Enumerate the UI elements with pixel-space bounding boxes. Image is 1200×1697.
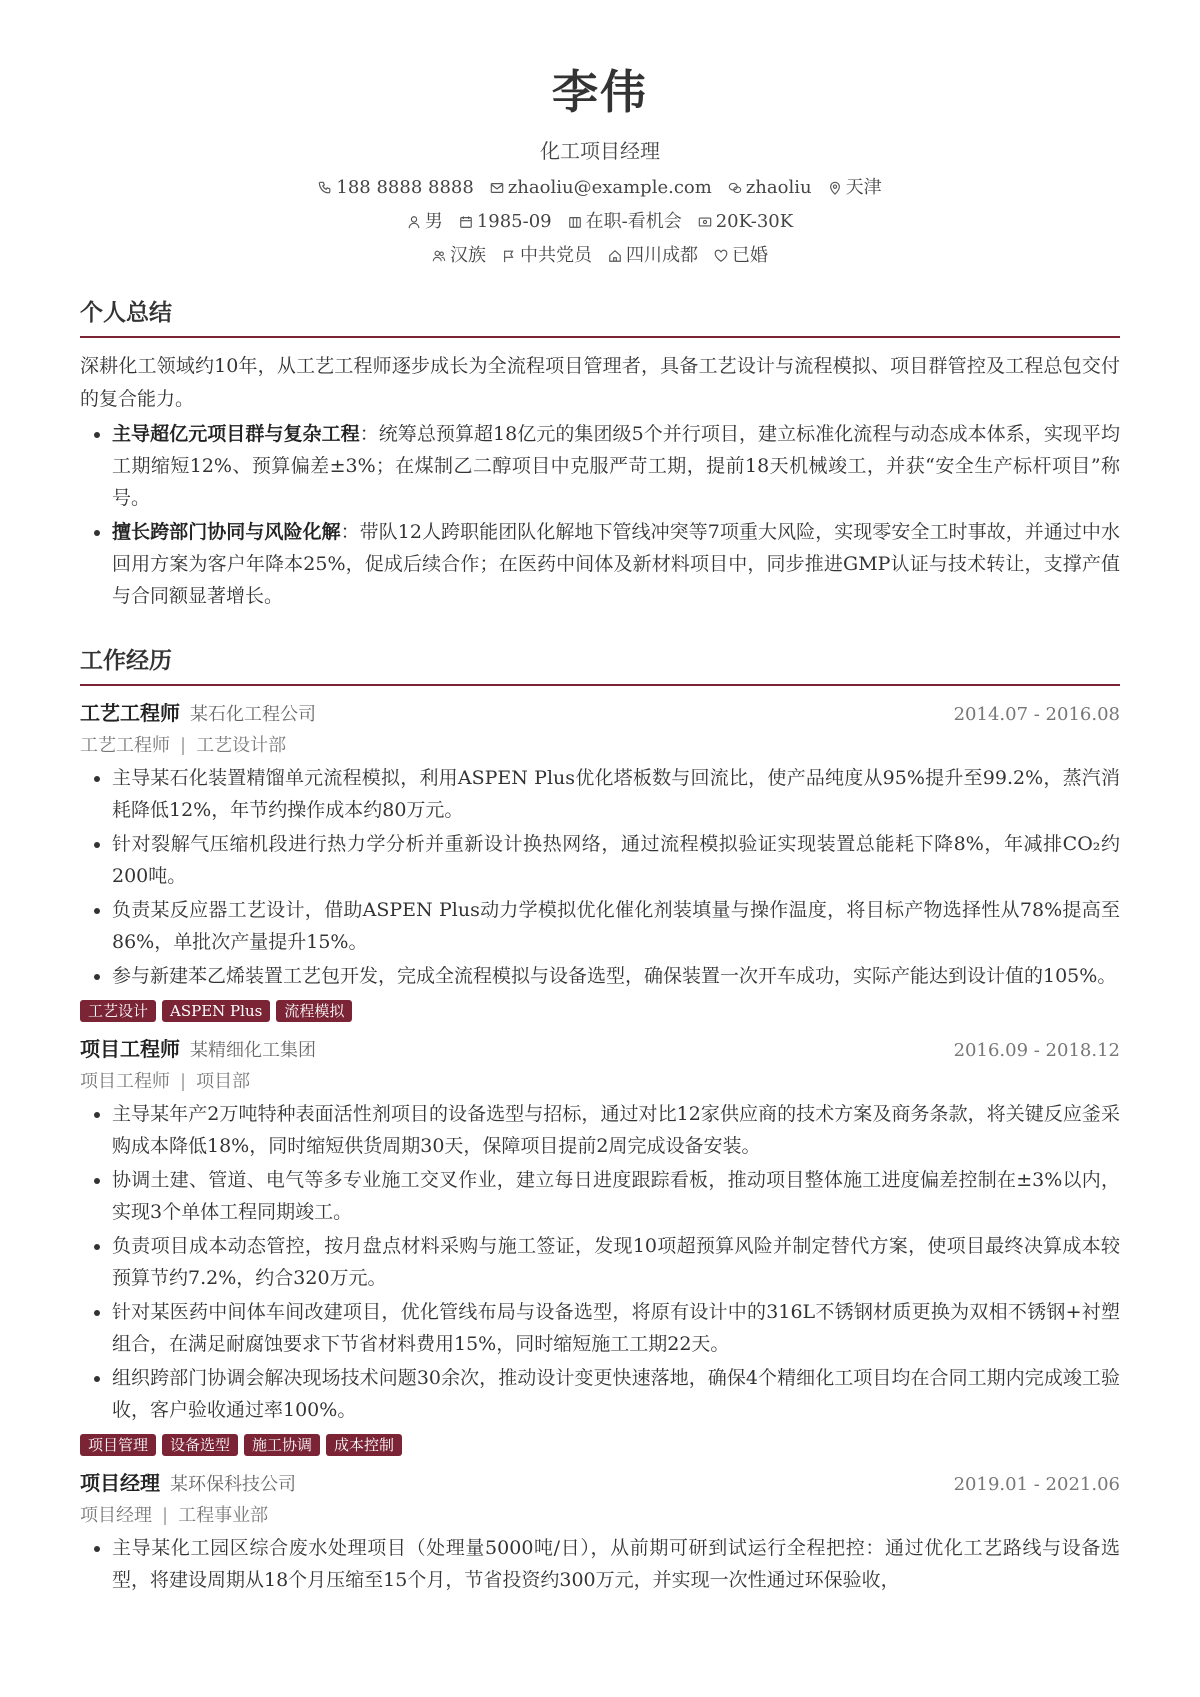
skill-tag: 施工协调	[244, 1434, 320, 1456]
skill-tag: 成本控制	[326, 1434, 402, 1456]
ethnicity-text: 汉族	[450, 245, 486, 266]
job-bullet: • 主导某化工园区综合废水处理项目（处理量5000吨/日），从前期可研到试运行全程把控：通过优化工艺路线与设备选型，将建设周期从18个月压缩至15个月，节省投资约300万元，并实现一次性通过环保验收，	[112, 1532, 1120, 1596]
mail-icon	[490, 181, 504, 195]
contact-row	[80, 176, 1120, 200]
wechat	[728, 176, 812, 200]
job-entry-separator: |	[162, 1505, 169, 1526]
job-bullet: • 参与新建苯乙烯装置工艺包开发，完成全流程模拟与设备选型，确保装置一次开车成功，实际产能达到设计值的105%。	[112, 960, 1120, 992]
summary-point-bold: 擅长跨部门协同与风险化解	[112, 521, 341, 543]
skill-tag: 流程模拟	[276, 1000, 352, 1022]
job-title: 化工项目经理	[540, 139, 660, 163]
job-entry	[80, 1468, 1120, 1596]
summary-point-text: ：统筹总预算超18亿元的集团级5个并行项目，建立标准化流程与动态成本体系，实现平均工期缩短12%、预算偏差±3%；在煤制乙二醇项目中克服严苛工期，提前18天机械竣工，并获“安全生产标杆项目”称号。	[112, 423, 1120, 509]
job-entry	[80, 1034, 1120, 1456]
job-entry-title: 工艺工程师	[80, 701, 180, 725]
summary-point	[112, 418, 1120, 514]
job-entry-dept: 工程事业部	[178, 1505, 269, 1526]
summary-point-text: ：带队12人跨职能团队化解地下管线冲突等7项重大风险，实现零安全工时事故，并通过中水回用方案为客户年降本25%，促成后续合作；在医药中间体及新材料项目中，同步推进GMP认证与技术转让，支撑产值与合同额显著增长。	[112, 521, 1120, 607]
birth	[459, 210, 552, 234]
job-bullet: • 针对某医药中间体车间改建项目，优化管线布局与设备选型，将原有设计中的316L不锈钢材质更换为双相不锈钢+衬塑组合，在满足耐腐蚀要求下节省材料费用15%，同时缩短施工工期22天。	[112, 1296, 1120, 1360]
skill-tags	[80, 1434, 1120, 1456]
job-bullet: • 协调土建、管道、电气等多专业施工交叉作业，建立每日进度跟踪看板，推动项目整体施工进度偏差控制在±3%以内，实现3个单体工程同期竣工。	[112, 1164, 1120, 1228]
skill-tag: ASPEN Plus	[162, 1000, 270, 1022]
job-bullet: • 针对裂解气压缩机段进行热力学分析并重新设计换热网络，通过流程模拟验证实现装置总能耗下降8%，年减排CO₂约200吨。	[112, 828, 1120, 892]
flag-icon	[502, 249, 516, 263]
skill-tag: 项目管理	[80, 1434, 156, 1456]
wechat-text: zhaoliu	[745, 177, 812, 198]
gender	[407, 210, 443, 234]
marital-text: 已婚	[732, 245, 768, 266]
job-bullet: • 主导某石化装置精馏单元流程模拟，利用ASPEN Plus优化塔板数与回流比，使产品纯度从95%提升至99.2%，蒸汽消耗降低12%，年节约操作成本约80万元。	[112, 762, 1120, 826]
extra-row	[80, 244, 1120, 268]
job-entry-title: 项目工程师	[80, 1037, 180, 1061]
phone-text: 188 8888 8888	[336, 177, 474, 198]
job-entry-role: 工艺工程师	[80, 735, 170, 756]
job-entry-date: 2014.07 - 2016.08	[953, 704, 1120, 725]
political-text: 中共党员	[520, 245, 592, 266]
email[interactable]	[490, 176, 712, 200]
job-bullet: • 负责某反应器工艺设计，借助ASPEN Plus动力学模拟优化催化剂装填量与操作温度，将目标产物选择性从78%提高至86%，单批次产量提升15%。	[112, 894, 1120, 958]
heart-icon	[714, 249, 728, 263]
job-bullet: • 主导某年产2万吨特种表面活性剂项目的设备选型与招标，通过对比12家供应商的技术方案及商务条款，将关键反应釜采购成本降低18%，同时缩短供货周期30天，保障项目提前2周完成设备安装。	[112, 1098, 1120, 1162]
job-entry-dept: 工艺设计部	[196, 735, 287, 756]
job-status-text: 在职-看机会	[585, 211, 682, 232]
summary-point	[112, 516, 1120, 612]
email-text: zhaoliu@example.com	[507, 177, 712, 198]
job-status	[568, 210, 682, 234]
summary-points	[80, 418, 1120, 612]
hometown	[608, 244, 698, 268]
money-icon	[698, 215, 712, 229]
personal-row	[80, 210, 1120, 234]
job-entry-company: 某环保科技公司	[170, 1474, 296, 1495]
phone[interactable]	[318, 176, 473, 200]
briefcase-icon	[568, 215, 582, 229]
political	[502, 244, 592, 268]
summary-point-bold: 主导超亿元项目群与复杂工程	[112, 423, 360, 445]
phone-icon	[318, 181, 332, 195]
marital	[714, 244, 768, 268]
calendar-icon	[459, 215, 473, 229]
skill-tags	[80, 1000, 1120, 1022]
job-bullet: • 组织跨部门协调会解决现场技术问题30余次，推动设计变更快速落地，确保4个精细化工项目均在合同工期内完成竣工验收，客户验收通过率100%。	[112, 1362, 1120, 1426]
location	[828, 176, 882, 200]
job-bullet: • 负责项目成本动态管控，按月盘点材料采购与施工签证，发现10项超预算风险并制定替代方案，使项目最终决算成本较预算节约7.2%，约合320万元。	[112, 1230, 1120, 1294]
salary	[698, 210, 793, 234]
salary-text: 20K-30K	[715, 211, 794, 232]
user-icon	[407, 215, 421, 229]
birth-text: 1985-09	[476, 211, 552, 232]
skill-tag: 工艺设计	[80, 1000, 156, 1022]
wechat-icon	[728, 181, 742, 195]
job-entry-role: 项目工程师	[80, 1071, 170, 1092]
job-entry-company: 某石化工程公司	[190, 704, 316, 725]
job-entry	[80, 698, 1120, 1022]
skill-tag: 设备选型	[162, 1434, 238, 1456]
home-icon	[608, 249, 622, 263]
job-entry-separator: |	[180, 735, 187, 756]
summary-intro: 深耕化工领域约10年，从工艺工程师逐步成长为全流程项目管理者，具备工艺设计与流程模拟、项目群管控及工程总包交付的复合能力。	[80, 355, 1120, 410]
job-entry-company: 某精细化工集团	[190, 1040, 316, 1061]
job-entry-role: 项目经理	[80, 1505, 152, 1526]
location-icon	[828, 181, 842, 195]
people-icon	[432, 249, 446, 263]
job-entry-separator: |	[180, 1071, 187, 1092]
location-text: 天津	[845, 177, 882, 198]
section-title-summary: 个人总结	[80, 298, 1120, 338]
job-entry-title: 项目经理	[80, 1471, 160, 1495]
job-entry-date: 2019.01 - 2021.06	[953, 1474, 1120, 1495]
gender-text: 男	[424, 211, 443, 232]
section-title-experience: 工作经历	[80, 646, 1120, 686]
job-entry-date: 2016.09 - 2018.12	[953, 1040, 1120, 1061]
candidate-name: 李伟	[552, 65, 648, 119]
hometown-text: 四川成都	[626, 245, 698, 266]
ethnicity	[432, 244, 486, 268]
job-entry-dept: 项目部	[196, 1071, 251, 1092]
